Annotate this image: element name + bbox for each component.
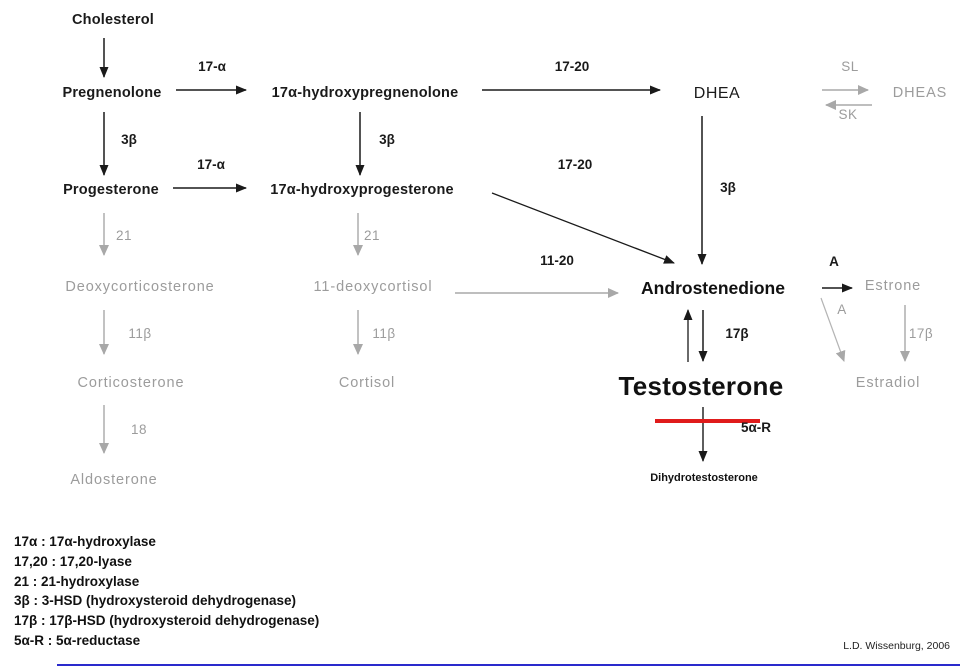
node-hydroxyprogesterone: 17α-hydroxyprogesterone	[270, 182, 454, 198]
enzyme-3b-label-3: 3β	[720, 180, 736, 195]
enzyme-18-label: 18	[130, 422, 148, 437]
legend-line-1720: 17,20 : 17,20-lyase	[14, 553, 132, 569]
legend-line-17b: 17β : 17β-HSD (hydroxysteroid dehydrogenase)	[14, 613, 320, 629]
node-estradiol: Estradiol	[855, 375, 921, 391]
node-dheas: DHEAS	[892, 85, 948, 101]
enzyme-11b-label-2: 11β	[372, 326, 396, 341]
node-corticosterone: Corticosterone	[77, 375, 185, 391]
node-deoxycorticosterone: Deoxycorticosterone	[65, 279, 215, 295]
node-estrone: Estrone	[864, 278, 922, 294]
enzyme-sk-label: SK	[838, 107, 858, 122]
enzyme-17b-label-2: 17β	[908, 326, 934, 341]
node-cholesterol: Cholesterol	[72, 12, 154, 28]
arrow-hydroxyprogesterone-androstenedione	[492, 193, 674, 263]
node-testosterone: Testosterone	[618, 371, 784, 401]
enzyme-1720-label-2: 17-20	[557, 157, 593, 172]
node-hydroxypregnenolone: 17α-hydroxypregnenolone	[271, 85, 459, 101]
legend-line-17a: 17α : 17α-hydroxylase	[14, 534, 156, 549]
node-dhea: DHEA	[693, 85, 741, 102]
enzyme-3b-label-1: 3β	[121, 132, 137, 147]
enzyme-17a-label-2: 17-α	[197, 157, 225, 172]
enzyme-1720-label-1: 17-20	[554, 59, 590, 74]
enzyme-3b-label-2: 3β	[379, 132, 395, 147]
enzyme-17b-label-1: 17β	[725, 326, 749, 341]
node-deoxycortisol: 11-deoxycortisol	[313, 279, 433, 295]
node-androstenedione: Androstenedione	[641, 278, 785, 298]
enzyme-1120-label: 11-20	[540, 253, 574, 268]
enzyme-a-label-1: A	[829, 254, 839, 269]
node-progesterone: Progesterone	[63, 182, 159, 198]
node-cortisol: Cortisol	[338, 375, 396, 391]
enzyme-legend	[14, 532, 319, 651]
legend-line-5ar: 5α-R : 5α-reductase	[14, 632, 141, 648]
node-pregnenolone: Pregnenolone	[62, 85, 162, 101]
enzyme-11b-label-1: 11β	[128, 326, 152, 341]
author-credit: L.D. Wissenburg, 2006	[843, 640, 950, 652]
enzyme-21-label-2: 21	[363, 228, 381, 243]
node-aldosterone: Aldosterone	[70, 472, 158, 488]
enzyme-a-label-2: A	[837, 302, 847, 317]
enzyme-sl-label: SL	[841, 59, 859, 74]
enzyme-5ar-label: 5α-R	[740, 420, 772, 435]
enzyme-21-label-1: 21	[115, 228, 133, 243]
legend-line-21: 21 : 21-hydroxylase	[14, 573, 140, 589]
legend-line-3b: 3β : 3-HSD (hydroxysteroid dehydrogenase)	[14, 593, 297, 609]
node-dihydrotestosterone: Dihydrotestosterone	[650, 472, 758, 484]
enzyme-17a-label-1: 17-α	[198, 59, 226, 74]
